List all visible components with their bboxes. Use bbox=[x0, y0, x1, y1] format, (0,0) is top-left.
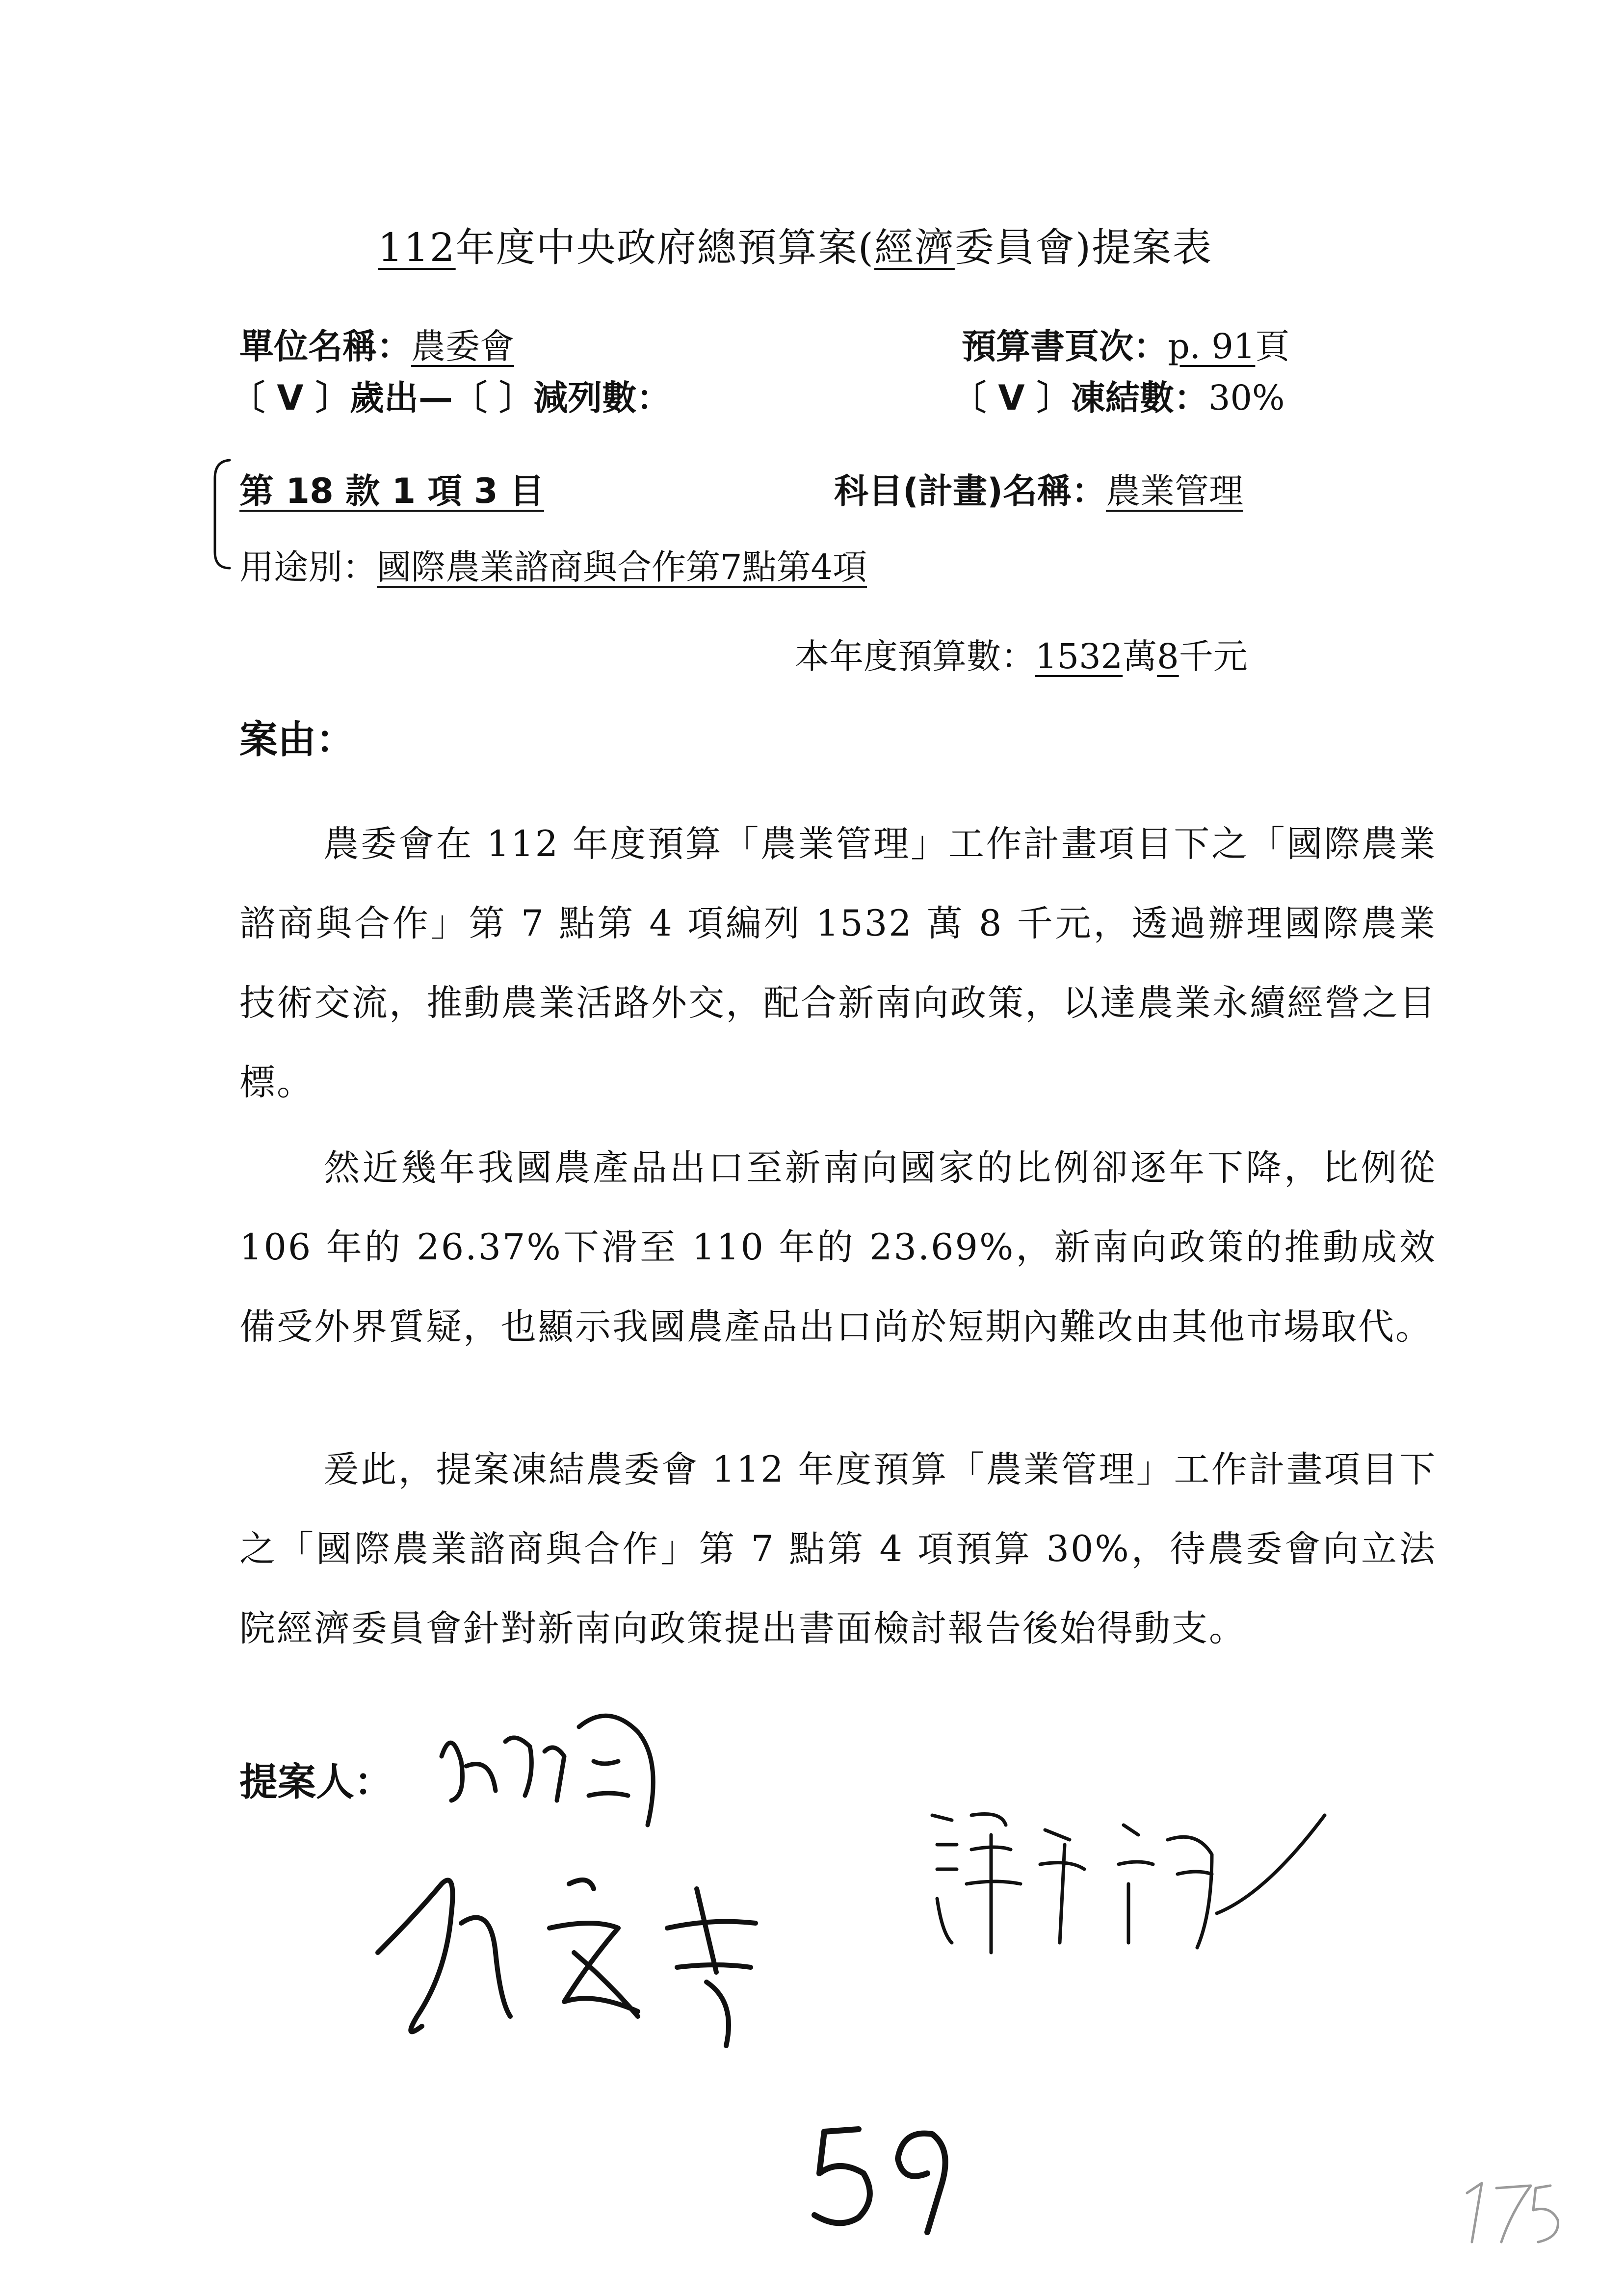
paragraph-2 bbox=[239, 1128, 1437, 1367]
title-part-2: 委員會)提案表 bbox=[954, 225, 1213, 270]
title-committee: 經濟 bbox=[874, 225, 955, 270]
page-ref-row bbox=[962, 319, 1289, 368]
freeze-value: 30% bbox=[1208, 378, 1285, 418]
paragraph-1 bbox=[239, 805, 1437, 1122]
usage-value: 國際農業諮商與合作第7點第4項 bbox=[377, 547, 867, 587]
subject-row bbox=[834, 464, 1243, 513]
freeze-row bbox=[952, 370, 1285, 420]
paragraph-3 bbox=[239, 1430, 1437, 1669]
budget-row bbox=[795, 629, 1248, 678]
reason-label: 案由： bbox=[239, 718, 355, 762]
usage-label: 用途別： bbox=[239, 547, 377, 587]
signature-2 bbox=[363, 1854, 834, 2061]
unit-label: 單位名稱： bbox=[239, 326, 411, 366]
paragraph-2-text: 然近幾年我國農產品出口至新南向國家的比例卻逐年下降，比例從 106 年的 26.37%下滑至 110 年的 23.69%，新南向政策的推動成效備受外界質疑，也顯示我國農產品出口尚於短期內難改由其他市場取代。 bbox=[239, 1147, 1437, 1348]
page-ref-suffix: 頁 bbox=[1255, 326, 1290, 366]
title-year: 112 bbox=[378, 225, 456, 270]
expense-checkbox-row: 〔 V 〕歲出—〔 〕減列數： bbox=[231, 378, 671, 418]
title-part-1: 年度中央政府總預算案( bbox=[455, 225, 874, 270]
unit-row bbox=[239, 319, 514, 368]
section-code: 第 18 款 1 項 3 目 bbox=[239, 471, 545, 511]
budget-unit-2: 千元 bbox=[1179, 636, 1248, 677]
item-bracket bbox=[206, 456, 236, 574]
document-title bbox=[378, 216, 1212, 272]
usage-row bbox=[239, 540, 867, 589]
paragraph-3-text: 爰此，提案凍結農委會 112 年度預算「農業管理」工作計畫項目下之「國際農業諮商與合作」第 7 點第 4 項預算 30%，待農委會向立法院經濟委員會針對新南向政策提出書面檢討報告後始得動支。 bbox=[239, 1449, 1437, 1649]
budget-amount-main: 1532 bbox=[1035, 636, 1123, 677]
handwritten-number bbox=[805, 2119, 962, 2237]
signature-3 bbox=[922, 1786, 1364, 1972]
paragraph-1-text: 農委會在 112 年度預算「農業管理」工作計畫項目下之「國際農業諮商與合作」第 7 點第 4 項編列 1532 萬 8 千元，透過辦理國際農業技術交流，推動農業活路外交，配合新南向政策，以達農業永續經營之目標。 bbox=[239, 823, 1437, 1103]
signature-1 bbox=[432, 1697, 736, 1864]
page-ref-value: p. 91 bbox=[1168, 326, 1256, 366]
page-number-mark bbox=[1452, 2173, 1580, 2257]
budget-label: 本年度預算數： bbox=[795, 636, 1035, 677]
budget-amount-sub: 8 bbox=[1157, 636, 1179, 677]
subject-value: 農業管理 bbox=[1105, 471, 1243, 511]
freeze-label: 〔 V 〕凍結數： bbox=[952, 378, 1208, 418]
unit-value: 農委會 bbox=[411, 326, 514, 366]
budget-unit-1: 萬 bbox=[1123, 636, 1157, 677]
subject-label: 科目(計畫)名稱： bbox=[834, 471, 1106, 511]
proposer-label: 提案人： bbox=[239, 1760, 393, 1804]
page-ref-label: 預算書頁次： bbox=[962, 326, 1168, 366]
